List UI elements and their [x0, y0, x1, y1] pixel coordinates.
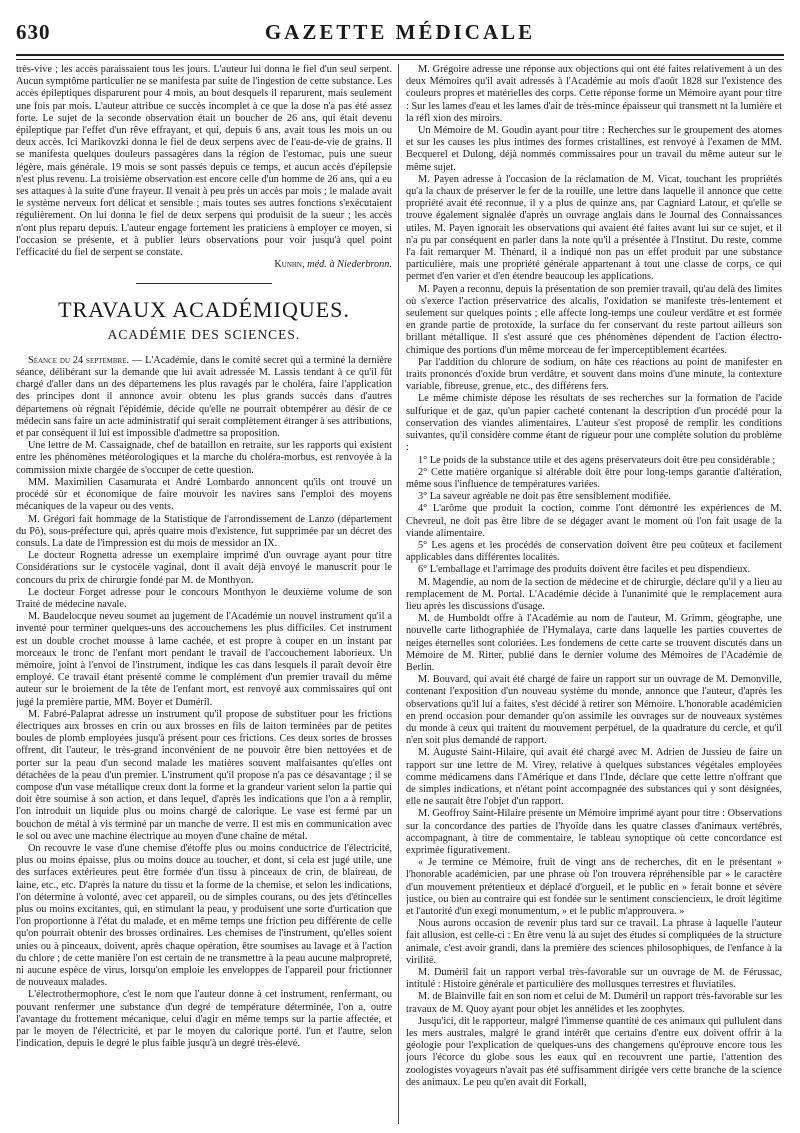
paragraph: Un Mémoire de M. Goudin ayant pour titre : Recherches sur le groupement des atomes et sur les causes les plus intimes des formes cristallines, est renvoyé à l'examen de MM. Becquerel et Dulong, déjà nommés commissaires pour un travail du même auteur sur le même sujet. — [406, 125, 782, 173]
column-divider — [398, 64, 399, 1124]
paragraph: M. Fabré-Palaprat adresse un instrument qu'il propose de substituer pour les frictions électriques aux brosses en crin ou aux brosses en fils de laiton terminées par de petites boules de plomb employées jusqu'à présent pour ces frictions. Ces deux sortes de brosses offrent, dit l'auteur, le très-grand inconvénient de ne pouvoir être bien nettoyées et de porter sur la peau d'un second malade les matières souvent malfaisantes qu'elles ont détachées de la peau d'un premier. L'instrument qu'il propose n'a pas ce désavantage ; il se compose d'un vase métallique creux dont la forme et la grandeur varient selon la partie qui doit être soumise à son action, et dans lequel, d'après les indications que l'on a à remplir, l'on introduit un liquide plus ou moins chargé de calorique. Le vase est fermé par un bouchon de métal à vis terminé par un manche de verre. Il est mis en communication avec le sol ou avec une machine électrique au moyen d'une chaîne de métal. — [16, 708, 392, 842]
paragraph: M. Baudelocque neveu soumet au jugement de l'Académie un nouvel instrument qu'il a inventé pour terminer quelques-uns des accouchemens les plus difficiles. Cet instrument est un double crochet mousse à lame cachée, et est propre à couper en un instant par morceaux le tronc de l'enfant mort pendant le travail de l'accouchement laborieux. Un mémoire, joint à l'envoi de l'instrument, indique les cas dans lesquels il paraît devoir être employé. Ce travail étant présenté comme le complément d'un premier travail du même auteur sur le broiement de la tête de l'enfant mort, est renvoyé aux commissaires qui ont jugé la première partie, MM. Boyer et Duméril. — [16, 611, 392, 708]
paragraph: M. Grégori fait hommage de la Statistique de l'arrondissement de Lanzo (département du Pô), sous-préfecture qui, après quatre mois d'existence, fut supprimée par un décret des consuls. La date de l'impression est du mois de messidor an IX. — [16, 513, 392, 549]
page-number: 630 — [16, 20, 51, 44]
paragraph: MM. Maximilien Casamurata et André Lombardo annoncent qu'ils ont trouvé un procédé sûr et économique de faire mouvoir les navires sans l'emploi des moyens mécaniques de la vapeur ou des vents. — [16, 476, 392, 513]
seance-label: Séance du 24 septembre. — [28, 354, 130, 366]
paragraph: Le docteur Rognetta adresse un exemplaire imprimé d'un ouvrage ayant pour titre Considérations sur le cystocèle vaginal, dont il avait déjà envoyé le manuscrit pour le concours du prix de chirurgie fondé par M. de Monthyon. — [16, 550, 392, 586]
paragraph — [16, 355, 392, 440]
signature-title: , méd. à Niederbronn. — [302, 259, 392, 271]
paragraph: 6° L'emballage et l'arrimage des produits doivent être faciles et peu dispendieux. — [418, 564, 751, 576]
paragraph: Le même chimiste dépose les résultats de ses recherches sur la formation de l'acide sulfurique et de gaz, qu'un papier cacheté contenant la description d'un procédé pour la conservation des viandes alimentaires. L'auteur s'est proposé de remplir les conditions suivantes, qu'il considère comme étant de rigueur pour une complète solution du problème : — [406, 393, 782, 454]
paragraph: Le docteur Forget adresse pour le concours Monthyon le deuxième volume de son Traité de médecine navale. — [16, 586, 392, 610]
section-separator — [136, 283, 272, 284]
paragraph: Jusqu'ici, dit le rapporteur, malgré l'immense quantité de ces animaux qui pullulent dans les mers australes, malgré le grand intérêt que certains d'entre eux doivent offrir à la géologie pour l'explication de quelques-uns des changemens qu'éprouve encore tous les jours l'écorce du globe sous les eaux qui en recouvrent une partie, l'attention des zoologistes voyageurs n'avait pas été suffisamment dirigée vers cette branche de la science des animaux. Le peu qu'en avait dit Forkall, — [406, 1015, 782, 1088]
section-subtitle: ACADÉMIE DES SCIENCES. — [107, 326, 301, 342]
paragraph: « Je termine ce Mémoire, fruit de vingt ans de recherches, dit en le présentant » l'honorable académicien, par une phrase où l'on trouvera répréhensible par » le caractère d'un mouvement prétentieux et déplacé d'orgueil, et le public en » ferait bonne et sévère justice, ou bien au contraire qui est fondée sur le sentiment consciencieux, le droit légitime et l'autorité d'un exegi monumentum, » et le public m'approuvera. » — [406, 857, 782, 918]
paragraph: M. de Blainville fait en son nom et celui de M. Duméril un rapport très-favorable sur les travaux de M. Quoy ayant pour objet les annélides et les zoophytes. — [406, 991, 782, 1015]
paragraph: 3° La saveur agréable ne doit pas être sensiblement modifiée. — [418, 491, 671, 503]
journal-title: GAZETTE MÉDICALE — [264, 20, 536, 44]
paragraph: M. Payen a reconnu, depuis la présentation de son premier travail, qu'au delà des limites où s'exerce l'action préservatrice des alcalis, l'oxidation se manifeste très-lentement et seulement sur quelques points ; elle affecte long-temps une couleur verdâtre et est formée en grande partie de protoxide, la surface du fer conservant du reste partout ailleurs son brillant métallique. Il s'est assuré que ces phénomènes dépendent de l'action électro-chimique des portions d'un même morceau de fer imperceptiblement écartées. — [406, 283, 782, 356]
paragraph: On recouvre le vase d'une chemise d'étoffe plus ou moins conductrice de l'électricité, plus ou moins épaisse, plus ou moins douce au toucher, et dont, si cela est jugé utile, une des surfaces extérieures peut être formée d'un tissu à pinceaux de crin, de blaireau, de laine, etc., etc. D'après la nature du tissu et la forme de la chemise, et selon les indications, l'on détermine à volonté, avec cet appareil, ou de simples courans, ou des jets d'étincelles plus ou moins excitantes, qui, en stimulant la peau, y produisent une sorte d'urtication que l'on proportionne à l'état du malade, et en même temps une friction peu différente de celle qu'on pourrait obtenir des brosses ordinaires. Les chemises de l'instrument, qu'elles soient unies ou à pinceaux, doivent, après chaque opération, être soumises au lavage et à l'action du chlore ; de cette manière l'on est certain de ne transmettre à la peau aucune malpropreté, ni aucune espèce de virus, lorsqu'on emploie les enveloppes de l'appareil pour frictionner de nouveaux malades. — [16, 842, 392, 989]
paragraph: M. de Humboldt offre à l'Académie au nom de l'auteur, M. Grimm, géographe, une nouvelle carte lithographiée de l'Hymalaya, carte dans laquelle les parties couvertes de neiges éternelles sont coloriées. Les fondemens de cette carte se trouvent discutés dans un Mémoire de M. Ritter, publié dans le dernier volume des Mémoires de l'Académie de Berlin. — [406, 613, 782, 673]
paragraph: 1° Le poids de la substance utile et des agens préservateurs doit être peu considérable ; — [418, 454, 776, 466]
paragraph: M. Payen adresse à l'occasion de la réclamation de M. Vicat, touchant les propriétés qu'a la chaux de préserver le fer de la rouille, une lettre dans laquelle il annonce que cette propriété avait été reconnue, il y a plus de quinze ans, par Cagniard Latour, et qu'elle se trouve également signalée d'après un ouvrage anglais dans le Journal des Connaissances utiles. M. Payen ignorait les observations qui avaient été faites avant lui sur ce sujet, et il n'a pu par conséquent en parler dans la note qu'il a présentée à l'Institut. Du reste, comme l'a fait remarquer M. Thénard, il a indiqué non pas un effet produit par une substance particulière, mais une propriété générale appartenant à tout une classe de corps, ce qui permet d'en varier et d'en étendre beaucoup les applications. — [406, 173, 782, 283]
paragraph: M. Magendie, au nom de la section de médecine et de chirurgie, déclare qu'il y a lieu au remplacement de M. Portal. L'Académie décide à l'unanimité que le remplacement aura lieu après les discussions d'usage. — [406, 576, 782, 612]
paragraph: L'électrothermophore, c'est le nom que l'auteur donne à cet instrument, renfermant, ou pouvant renfermer une substance d'un degré de température déterminée, l'on a, outre l'avantage du frottement mécanique, celui d'agir en même temps sur la partie affectée, et par le moyen de l'électricité, et par le moyen du calorique porté. l'un et l'autre, selon l'indication, depuis le degré le plus faible jusqu'à un degré très-élevé. — [16, 989, 392, 1050]
paragraph: Nous aurons occasion de revenir plus tard sur ce travail. La phrase à laquelle l'auteur fait allusion, est celle-ci : En être venu là au sujet des études si compliquées de la structure animale, c'est avoir grandi, dans la première des sciences philosophiques, de l'enfance à la virilité. — [406, 918, 782, 966]
signature — [16, 259, 392, 271]
paragraph-text: — L'Académie, dans le comité secret qui a terminé la dernière séance, délibérant sur la demande que lui avait adressée M. Lassis tendant à ce qu'il fût chargé d'aller dans un des départemens les plus ravagés par le choléra, faire l'application des principes dont il annonce avoir obtenu les plus grands succès dans d'autres départemens où régnait l'épidémie, décide qu'elle ne pourrait obtempérer au désir de ce médecin sans faire un acte administratif qui serait complètement étranger à ses attributions, et par conséquent il lui est impossible d'admettre sa proposition. — [16, 354, 392, 440]
header-rule-thin — [16, 59, 784, 60]
paragraph: M. Duméril fait un rapport verbal très-favorable sur un ouvrage de M. de Férussac, intitulé : Histoire générale et particulière des mollusques terrestres et fluviatiles. — [406, 967, 782, 991]
signature-name: Kunhn — [274, 259, 302, 271]
paragraph: 5° Les agens et les procédés de conservation doivent être peu coûteux et facilement applicables dans différentes localités. — [406, 539, 782, 564]
right-column — [406, 64, 782, 1124]
paragraph: M. Bouvard, qui avait été chargé de faire un rapport sur un ouvrage de M. Demonville, contenant l'exposition d'un nouveau système du monde, annonce que l'auteur, d'après les observations qu'il lui a faites, s'est décidé à retirer son Mémoire. L'honorable académicien en prend occasion pour demander qu'on assimile les ouvrages sur de nouveaux systèmes du monde à ceux qui traitent du mouvement perpétuel, de la quadrature du cercle, et qu'il n'en soit plus demandé de rapport. — [406, 674, 782, 747]
header-rule — [16, 54, 784, 56]
paragraph: 2° Cette matière organique si altérable doit être pour long-temps garantie d'altération, même sous l'influence de températures variées. — [406, 466, 782, 490]
left-column — [16, 64, 392, 1124]
intro-paragraph: très-vive ; les accès paraissaient tous les jours. L'auteur lui donna le fiel d'un seul serpent. Aucun symptôme particulier ne se manifesta par suite de l'ingestion de cette substance. Les accès épileptiques disparurent pour 4 mois, au bout desquels il reparurent, mais seulement une fois par mois. L'auteur attribue ce succès incomplet à ce que la dose n'a pas été assez forte. Le sujet de la seconde observation était un boucher de 26 ans, qui était devenu épileptique par l'effet d'un rêve effrayant, et qui, depuis 6 ans, avait tous les mois un ou deux accès. Ici Marikovzki donna le fiel de deux serpens avec de l'eau-de-vie de grains. Il se manifesta quelques douleurs passagères dans la région de l'estomac, puis une sueur légère, mais générale. 19 mois se sont passés depuis ce temps, et aucun accès d'épilepsie n'est plus revenu. La troisième observation est encore celle d'un homme de 26 ans, qui a eu ses attaques à la suite d'une frayeur. Il venait à peu près un accès par mois ; le malade avait le système nerveux fort délicat et sensible ; mais toutes ses autres fonctions s'exécutaient régulièrement. On lui donna le fiel de deux serpens qui produisit de la sueur ; les accès n'ont plus reparu depuis. L'auteur engage fortement les praticiens à employer ce moyen, si l'occasion se présente, et à publier leurs observations pour voir jusqu'à quel point l'efficacité du fiel de serpent se constate. — [16, 64, 392, 259]
paragraph: M. Auguste Saint-Hilaire, qui avait été chargé avec M. Adrien de Jussieu de faire un rapport sur une lettre de M. Virey, relative à quelques substances végétales employées comme médicamens dans l'Amérique et dans l'Inde, déclare que cette lettre n'offrant que de simples indications, et n'étant point accompagnée des substances qui y sont désignées, elle ne saurait être l'objet d'un rapport. — [406, 747, 782, 808]
section-title: TRAVAUX ACADÉMIQUES. — [58, 297, 350, 323]
paragraph: 4° L'arôme que produit la coction, comme l'ont démontré les expériences de M. Chevreul, ne doit pas être libre de se dégager avant le moment où l'on fait usage de la viande alimentaire. — [406, 503, 782, 539]
paragraph: Une lettre de M. Cassaignade, chef de bataillon en retraite, sur les rapports qui existent entre les phénomènes météorologiques et la marche du choléra-morbus, est renvoyée à la commission mixte chargée de s'occuper de cette question. — [16, 440, 392, 476]
paragraph: M. Geoffroy Saint-Hilaire présente un Mémoire imprimé ayant pour titre : Observations sur la concordance des parties de l'hyoïde dans les quatre classes d'animaux vertébrés, accompagnant, à titre de commentaire, le tableau synoptique où cette concordance est exprimée figurativement. — [406, 808, 782, 856]
paragraph: Par l'addition du chlorure de sodium, on hâte ces réactions au point de manifester en traits prononcés d'oxide brun verdâtre, et souvent dans moins d'une minute, la contexture variable, fibreuse, grenue, etc., des différens fers. — [406, 356, 782, 393]
paragraph: M. Grégoire adresse une réponse aux objections qui ont été faites relativement à un des deux Mémoires qu'il avait adressés à l'Académie au mois d'août 1828 sur l'existence des couleurs propres et matérielles des corps. Cette réponse forme un Mémoire ayant pour titre : Sur les lames d'eau et les lames d'air de très-mince épaisseur qui transmett nt la lumière et la réfl xion des miroirs. — [406, 64, 782, 124]
